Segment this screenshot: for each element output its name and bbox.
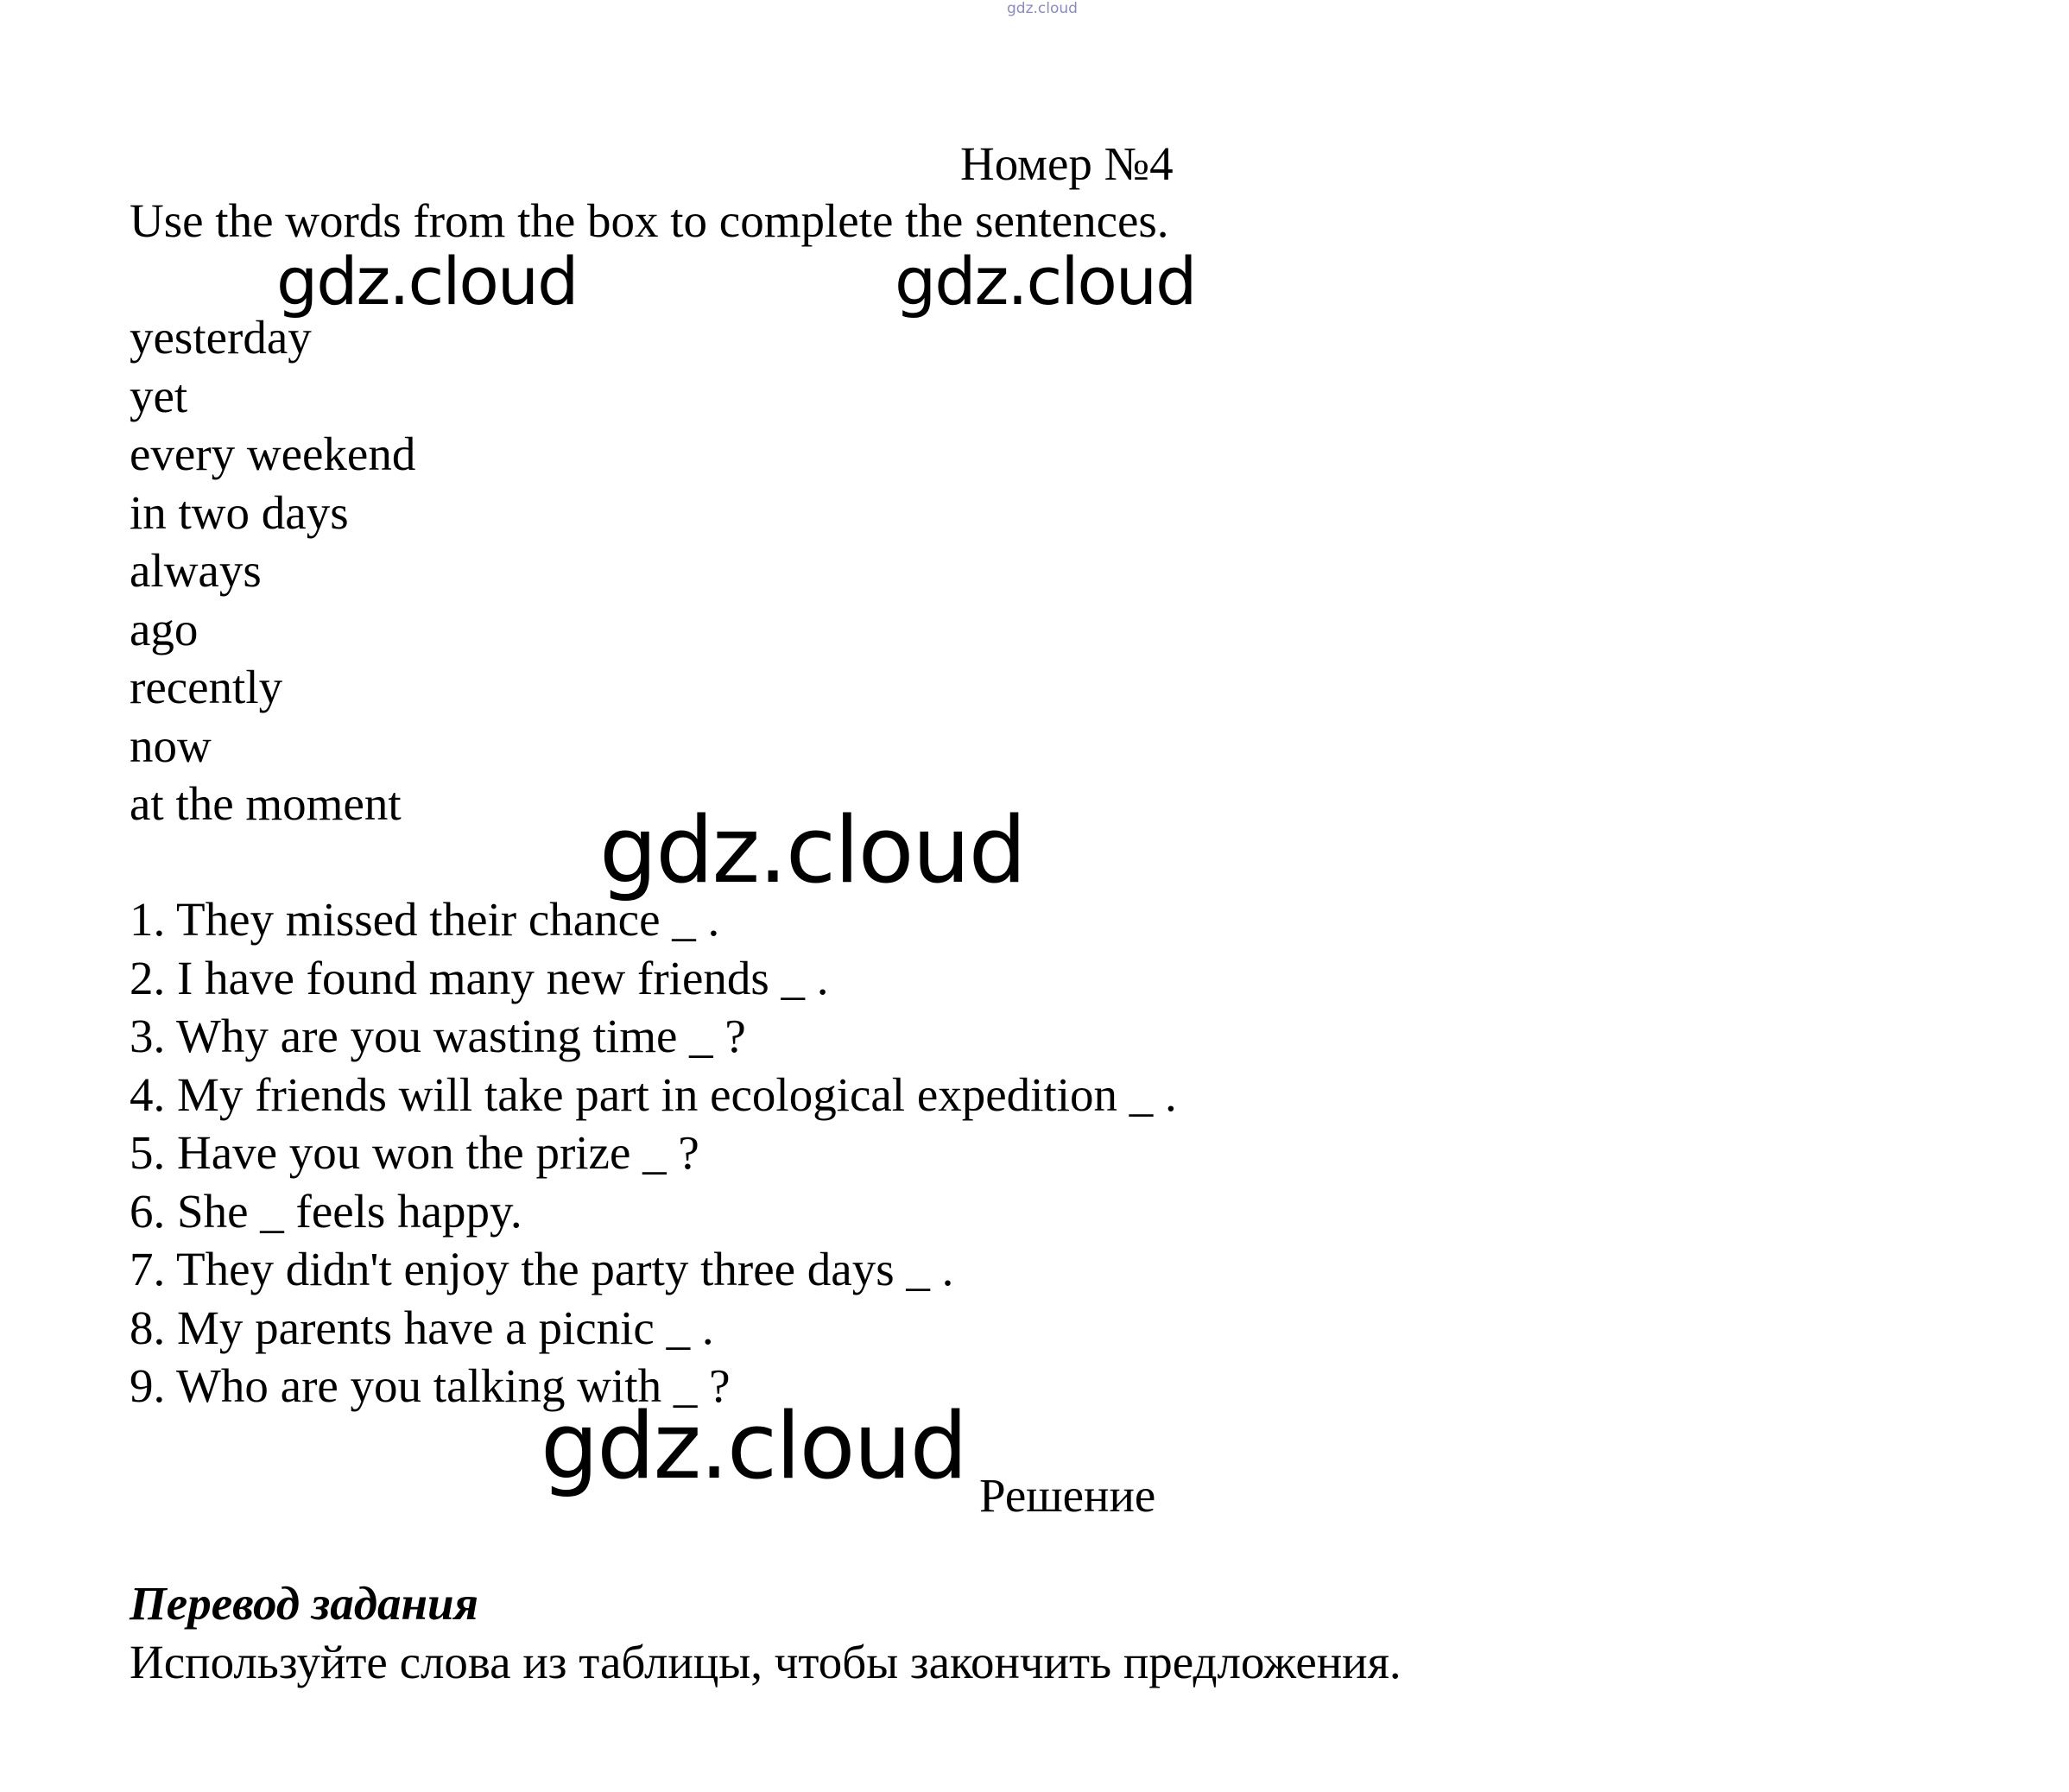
word-item: ago <box>130 602 199 655</box>
word-item: yet <box>130 369 188 422</box>
word-item: every weekend <box>130 427 416 480</box>
watermark-text: gdz.cloud <box>276 243 578 320</box>
sentence-list <box>130 892 1177 1417</box>
translation-text: Используйте слова из таблицы, чтобы закончить предложения. <box>130 1636 1401 1688</box>
sentence-item: 6. She _ feels happy. <box>130 1184 522 1238</box>
word-item: yesterday <box>130 311 312 364</box>
word-item: in two days <box>130 485 349 539</box>
exercise-title: Номер №4 <box>960 137 1174 190</box>
sentence-item: 4. My friends will take part in ecological expedition _ . <box>130 1067 1177 1121</box>
sentence-item: 3. Why are you wasting time _ ? <box>130 1010 746 1062</box>
sentence-item: 2. I have found many new friends _ . <box>130 951 829 1004</box>
word-item: recently <box>130 661 283 713</box>
word-item: always <box>130 544 262 597</box>
translation-heading: Перевод задания <box>130 1577 478 1630</box>
exercise-instruction: Use the words from the box to complete the sentences. <box>130 194 1169 247</box>
sentence-item: 9. Who are you talking with _ ? <box>130 1359 731 1412</box>
watermark-text: gdz.cloud <box>541 1393 966 1499</box>
word-box <box>130 310 415 835</box>
sentence-item: 8. My parents have a picnic _ . <box>130 1301 714 1354</box>
sentence-item: 5. Have you won the prize _ ? <box>130 1126 699 1179</box>
watermark-text: gdz.cloud <box>599 797 1025 903</box>
word-item: now <box>130 719 212 772</box>
site-watermark-top: gdz.cloud <box>1007 0 1078 17</box>
sentence-item: 7. They didn't enjoy the party three days _ . <box>130 1243 954 1295</box>
watermark-text: gdz.cloud <box>895 243 1196 320</box>
sentence-item: 1. They missed their chance _ . <box>130 893 720 946</box>
solution-label: Решение <box>979 1469 1156 1522</box>
word-item: at the moment <box>130 777 402 830</box>
